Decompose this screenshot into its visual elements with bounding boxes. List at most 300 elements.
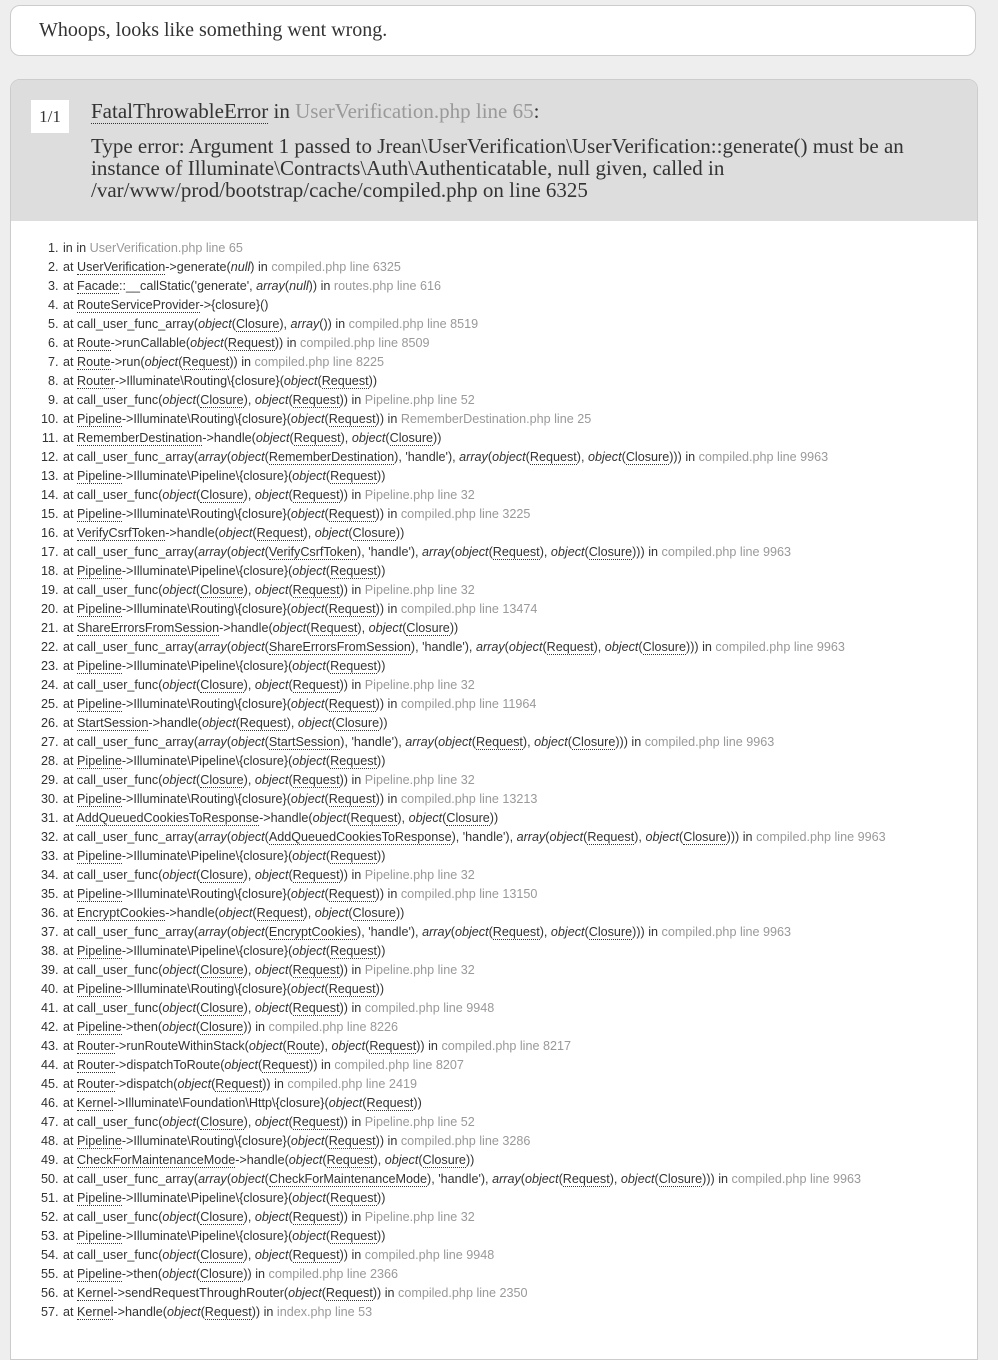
- class-abbr[interactable]: Pipeline: [77, 412, 122, 426]
- class-abbr[interactable]: Request: [330, 564, 378, 578]
- trace-item: [62, 887, 977, 902]
- trace-in-word: in: [255, 1020, 266, 1034]
- trace-item: [62, 374, 977, 389]
- class-abbr[interactable]: Pipeline: [77, 754, 122, 768]
- class-abbr[interactable]: Request: [330, 469, 378, 483]
- arg-type: object: [254, 1210, 289, 1224]
- arg-type: array: [422, 925, 451, 939]
- class-abbr[interactable]: CheckForMaintenanceMode: [77, 1153, 236, 1167]
- trace-item: [62, 1191, 977, 1206]
- trace-text: ),: [576, 450, 588, 464]
- arg-type: object: [162, 488, 197, 502]
- class-abbr[interactable]: Request: [330, 1191, 378, 1205]
- trace-text: (: [679, 830, 684, 844]
- class-abbr[interactable]: Request: [262, 1058, 310, 1072]
- class-abbr[interactable]: Router: [77, 374, 115, 388]
- arg-type: object: [331, 1039, 366, 1053]
- trace-location: UserVerification.php line 65: [89, 241, 243, 255]
- class-abbr[interactable]: Closure: [200, 868, 244, 882]
- trace-prefix: at: [63, 1058, 74, 1072]
- trace-text: call_user_func(: [77, 678, 163, 692]
- arg-type: array: [290, 317, 320, 331]
- class-abbr[interactable]: Pipeline: [77, 1020, 122, 1034]
- class-abbr[interactable]: Request: [330, 849, 378, 863]
- class-abbr[interactable]: Request: [292, 1210, 340, 1224]
- class-abbr[interactable]: Kernel: [77, 1096, 114, 1110]
- trace-prefix: at: [63, 792, 74, 806]
- trace-text: ),: [593, 640, 605, 654]
- trace-text: (: [402, 621, 407, 635]
- trace-text: (: [264, 545, 269, 559]
- trace-text: ->Illuminate\Foundation\Http\{closure}(: [113, 1096, 329, 1110]
- class-abbr[interactable]: Request: [587, 830, 635, 844]
- class-abbr[interactable]: Request: [492, 545, 540, 559]
- class-abbr[interactable]: Request: [350, 811, 398, 825]
- arg-type: object: [162, 1115, 197, 1129]
- arg-type: object: [162, 1001, 197, 1015]
- class-abbr[interactable]: RememberDestination: [77, 431, 203, 445]
- class-abbr[interactable]: Closure: [200, 1210, 244, 1224]
- trace-text: )): [377, 564, 386, 578]
- trace-text: ),: [286, 716, 298, 730]
- class-abbr[interactable]: Kernel: [77, 1286, 114, 1300]
- trace-text: (: [487, 450, 493, 464]
- trace-text: )): [339, 773, 348, 787]
- class-abbr[interactable]: Pipeline: [77, 469, 122, 483]
- trace-text: (: [252, 526, 257, 540]
- arg-type: object: [254, 773, 289, 787]
- class-abbr[interactable]: Request: [330, 1229, 378, 1243]
- class-abbr[interactable]: ShareErrorsFromSession: [268, 640, 411, 654]
- trace-location: compiled.php line 8519: [348, 317, 479, 331]
- trace-text: (: [325, 754, 331, 768]
- arg-type: object: [231, 925, 265, 939]
- arg-type: array: [492, 1172, 521, 1186]
- class-abbr[interactable]: Request: [239, 716, 287, 730]
- class-abbr[interactable]: CheckForMaintenanceMode: [268, 1172, 428, 1186]
- class-abbr[interactable]: Closure: [200, 488, 244, 502]
- class-abbr[interactable]: Closure: [352, 906, 396, 920]
- class-abbr[interactable]: Closure: [658, 1172, 703, 1186]
- class-abbr[interactable]: Closure: [200, 678, 244, 692]
- class-abbr[interactable]: Request: [562, 1172, 610, 1186]
- trace-text: ))): [702, 1172, 715, 1186]
- trace-text: (: [231, 317, 236, 331]
- class-abbr[interactable]: Closure: [199, 1267, 244, 1281]
- class-abbr[interactable]: Closure: [625, 450, 670, 464]
- class-abbr[interactable]: Request: [182, 355, 230, 369]
- trace-text: ),: [357, 621, 369, 635]
- trace-text: (: [324, 982, 329, 996]
- class-abbr[interactable]: Route: [286, 1039, 321, 1053]
- trace-location: compiled.php line 6325: [271, 260, 401, 274]
- trace-location: index.php line 53: [276, 1305, 373, 1319]
- class-abbr[interactable]: StartSession: [268, 735, 341, 749]
- class-abbr[interactable]: Kernel: [77, 1305, 114, 1319]
- class-abbr[interactable]: Closure: [642, 640, 686, 654]
- class-abbr[interactable]: Closure: [588, 545, 633, 559]
- trace-prefix: at: [63, 507, 74, 521]
- class-abbr[interactable]: Closure: [406, 621, 450, 635]
- arg-type: object: [254, 868, 289, 882]
- class-abbr[interactable]: Request: [328, 1134, 376, 1148]
- trace-text: )): [375, 602, 385, 616]
- class-abbr[interactable]: Pipeline: [77, 1267, 122, 1281]
- class-abbr[interactable]: Request: [369, 1039, 417, 1053]
- class-abbr[interactable]: Router: [77, 1039, 115, 1053]
- trace-prefix: at: [63, 1153, 74, 1167]
- trace-item: [62, 1058, 977, 1073]
- trace-item: [62, 450, 977, 465]
- class-abbr[interactable]: Request: [328, 982, 376, 996]
- class-abbr[interactable]: Request: [330, 754, 378, 768]
- trace-text: ),: [243, 1001, 255, 1015]
- trace-text: (: [324, 602, 329, 616]
- arg-type: array: [405, 735, 434, 749]
- class-abbr[interactable]: Pipeline: [77, 944, 122, 958]
- trace-in-word: in: [263, 1305, 274, 1319]
- class-abbr[interactable]: Request: [292, 1115, 340, 1129]
- arg-type: null: [289, 279, 309, 293]
- arg-type: object: [290, 697, 325, 711]
- class-abbr[interactable]: VerifyCsrfToken: [268, 545, 358, 559]
- trace-location: compiled.php line 9963: [698, 450, 829, 464]
- trace-text: ->Illuminate\Pipeline\{closure}(: [121, 659, 293, 673]
- class-abbr[interactable]: Request: [328, 697, 376, 711]
- arg-type: object: [255, 431, 290, 445]
- trace-in-word: in: [351, 393, 362, 407]
- trace-in-word: in: [76, 241, 87, 255]
- trace-prefix: at: [63, 868, 74, 882]
- trace-text: )): [339, 393, 348, 407]
- class-abbr[interactable]: Request: [215, 1077, 263, 1091]
- class-abbr[interactable]: Request: [326, 1153, 374, 1167]
- trace-location: RememberDestination.php line 25: [400, 412, 592, 426]
- trace-text: call_user_func(: [77, 773, 163, 787]
- trace-text: )): [375, 1134, 385, 1148]
- trace-text: ->Illuminate\Routing\{closure}(: [114, 374, 284, 388]
- class-abbr[interactable]: ShareErrorsFromSession: [77, 621, 220, 635]
- trace-in-word: in: [351, 1248, 362, 1262]
- class-abbr[interactable]: Pipeline: [77, 887, 122, 901]
- trace-text: (: [288, 1115, 293, 1129]
- trace-text: (: [196, 773, 201, 787]
- class-abbr[interactable]: Closure: [422, 1153, 466, 1167]
- class-abbr[interactable]: Closure: [389, 431, 434, 445]
- trace-text: )): [251, 1305, 261, 1319]
- trace-item: [62, 583, 977, 598]
- class-abbr[interactable]: Router: [77, 1077, 115, 1091]
- class-abbr[interactable]: Pipeline: [77, 697, 122, 711]
- trace-in-word: in: [387, 412, 398, 426]
- trace-text: ->{closure}(): [199, 298, 269, 312]
- class-abbr[interactable]: VerifyCsrfToken: [77, 526, 166, 540]
- trace-prefix: at: [63, 621, 74, 635]
- class-abbr[interactable]: Closure: [200, 963, 244, 977]
- arg-type: object: [454, 925, 489, 939]
- class-abbr[interactable]: Pipeline: [77, 849, 122, 863]
- trace-item: [62, 488, 977, 503]
- trace-item: [62, 830, 977, 845]
- class-abbr[interactable]: Pipeline: [77, 507, 122, 521]
- class-abbr[interactable]: Request: [328, 792, 376, 806]
- trace-item: [62, 602, 977, 617]
- trace-text: (: [365, 1039, 370, 1053]
- arg-type: object: [492, 450, 526, 464]
- arg-type: object: [231, 735, 265, 749]
- class-abbr[interactable]: Pipeline: [77, 1134, 122, 1148]
- trace-location: compiled.php line 8217: [441, 1039, 571, 1053]
- trace-text: (: [196, 393, 201, 407]
- class-abbr[interactable]: Request: [204, 1305, 252, 1319]
- class-abbr[interactable]: Pipeline: [77, 602, 122, 616]
- trace-text: call_user_func(: [77, 1248, 163, 1262]
- class-abbr[interactable]: Closure: [235, 317, 280, 331]
- trace-text: (: [196, 1001, 201, 1015]
- class-abbr[interactable]: Closure: [200, 1115, 244, 1129]
- class-abbr[interactable]: Request: [292, 393, 340, 407]
- trace-location: compiled.php line 9963: [661, 925, 792, 939]
- trace-prefix: at: [63, 1115, 74, 1129]
- trace-text: ->Illuminate\Pipeline\{closure}(: [121, 754, 293, 768]
- arg-type: array: [516, 830, 546, 844]
- class-abbr[interactable]: Pipeline: [77, 564, 122, 578]
- trace-text: (: [252, 906, 257, 920]
- class-abbr[interactable]: Request: [310, 621, 358, 635]
- trace-text: (: [324, 792, 329, 806]
- trace-location: Pipeline.php line 32: [364, 678, 475, 692]
- trace-text: ),: [243, 678, 255, 692]
- class-abbr[interactable]: Closure: [200, 773, 244, 787]
- arg-type: object: [290, 982, 325, 996]
- trace-text: call_user_func_array(: [77, 545, 199, 559]
- class-abbr[interactable]: Pipeline: [77, 1229, 122, 1243]
- class-abbr[interactable]: Request: [292, 1248, 340, 1262]
- arg-type: object: [162, 868, 197, 882]
- trace-in-word: in: [742, 830, 753, 844]
- class-abbr[interactable]: Request: [529, 450, 577, 464]
- class-abbr[interactable]: Request: [227, 336, 275, 350]
- class-abbr[interactable]: Pipeline: [77, 659, 122, 673]
- class-abbr[interactable]: Route: [77, 336, 111, 350]
- class-abbr[interactable]: Closure: [200, 1248, 244, 1262]
- arg-type: object: [288, 1286, 322, 1300]
- arg-type: object: [384, 1153, 419, 1167]
- trace-text: call_user_func_array(: [77, 830, 199, 844]
- class-abbr[interactable]: Request: [328, 887, 376, 901]
- class-abbr[interactable]: Request: [330, 944, 378, 958]
- trace-in-word: in: [387, 1134, 398, 1148]
- class-abbr[interactable]: EncryptCookies: [77, 906, 166, 920]
- trace-location: compiled.php line 2350: [398, 1286, 528, 1300]
- class-abbr[interactable]: RememberDestination: [268, 450, 395, 464]
- class-abbr[interactable]: Request: [292, 488, 340, 502]
- class-abbr[interactable]: AddQueuedCookiesToResponse: [76, 811, 260, 825]
- class-abbr[interactable]: Request: [366, 1096, 414, 1110]
- class-abbr[interactable]: Request: [292, 678, 340, 692]
- trace-item: [62, 393, 977, 408]
- arg-type: object: [292, 944, 326, 958]
- class-abbr[interactable]: Request: [475, 735, 523, 749]
- trace-location: compiled.php line 9963: [756, 830, 886, 844]
- trace-text: (: [288, 678, 293, 692]
- trace-location: compiled.php line 8225: [254, 355, 385, 369]
- exception-message: Type error: Argument 1 passed to Jrean\UserVerification\UserVerification::generate() must be an instance of Illuminate\Contracts\Auth\Authenticatable, null given, called in /var/www/prod/bootstrap/cache/compiled.php on line 6325: [91, 134, 904, 202]
- trace-text: ),: [243, 583, 255, 597]
- trace-item: [62, 1115, 977, 1130]
- trace-text: )): [372, 1286, 382, 1300]
- trace-text: (: [306, 621, 311, 635]
- class-abbr[interactable]: Request: [321, 374, 369, 388]
- arg-type: object: [604, 640, 639, 654]
- class-abbr[interactable]: RouteServiceProvider: [77, 298, 200, 312]
- trace-prefix: in: [63, 241, 73, 255]
- trace-text: (: [583, 830, 588, 844]
- trace-text: (: [196, 678, 201, 692]
- trace-prefix: at: [63, 849, 74, 863]
- trace-in-word: in: [648, 925, 659, 939]
- trace-text: ),: [243, 773, 255, 787]
- class-abbr[interactable]: Request: [292, 1001, 340, 1015]
- trace-text: (: [348, 526, 353, 540]
- arg-type: object: [162, 1210, 197, 1224]
- class-abbr[interactable]: Pipeline: [77, 1191, 122, 1205]
- trace-location: compiled.php line 9948: [364, 1001, 495, 1015]
- trace-text: ))): [669, 450, 682, 464]
- trace-text: (: [322, 1153, 327, 1167]
- trace-text: ), 'handle'),: [340, 735, 406, 749]
- class-abbr[interactable]: Request: [292, 963, 340, 977]
- class-abbr[interactable]: Facade: [77, 279, 120, 293]
- arg-type: array: [459, 450, 488, 464]
- class-abbr[interactable]: Closure: [200, 393, 244, 407]
- class-abbr[interactable]: AddQueuedCookiesToResponse: [268, 830, 452, 844]
- trace-text: (: [362, 1096, 367, 1110]
- trace-text: ->handle(: [165, 906, 219, 920]
- class-abbr[interactable]: Closure: [199, 1020, 244, 1034]
- class-abbr[interactable]: Pipeline: [77, 792, 122, 806]
- trace-text: (: [196, 1115, 201, 1129]
- class-abbr[interactable]: Closure: [446, 811, 490, 825]
- error-header-box: [10, 5, 976, 56]
- trace-text: (: [288, 773, 293, 787]
- trace-text: (: [325, 1229, 331, 1243]
- arg-type: object: [314, 906, 349, 920]
- trace-text: ), 'handle'),: [357, 545, 423, 559]
- class-abbr[interactable]: Request: [292, 583, 340, 597]
- trace-text: (: [325, 944, 331, 958]
- trace-location: Pipeline.php line 32: [364, 488, 475, 502]
- class-abbr[interactable]: Request: [256, 906, 304, 920]
- class-abbr[interactable]: Request: [330, 659, 378, 673]
- class-abbr[interactable]: Closure: [683, 830, 727, 844]
- class-abbr[interactable]: Request: [256, 526, 304, 540]
- class-abbr[interactable]: StartSession: [77, 716, 149, 730]
- class-abbr[interactable]: Closure: [200, 1001, 244, 1015]
- class-abbr[interactable]: Closure: [200, 583, 244, 597]
- trace-in-word: in: [351, 773, 362, 787]
- trace-text: ): [250, 260, 255, 274]
- trace-text: (: [288, 1210, 293, 1224]
- arg-type: object: [283, 374, 318, 388]
- arg-type: object: [292, 1191, 326, 1205]
- trace-text: (: [542, 640, 547, 654]
- class-abbr[interactable]: Request: [293, 431, 341, 445]
- trace-prefix: at: [63, 1229, 74, 1243]
- trace-item: [62, 336, 977, 351]
- arg-type: object: [231, 450, 265, 464]
- trace-item: [62, 526, 977, 541]
- class-abbr[interactable]: Request: [492, 925, 540, 939]
- trace-prefix: at: [63, 697, 74, 711]
- trace-location: Pipeline.php line 32: [364, 963, 475, 977]
- trace-location: compiled.php line 9963: [715, 640, 845, 654]
- trace-text: (: [504, 640, 509, 654]
- trace-text: call_user_func(: [77, 488, 163, 502]
- trace-in-word: in: [351, 1115, 362, 1129]
- trace-text: (: [196, 1210, 201, 1224]
- class-abbr[interactable]: UserVerification: [77, 260, 166, 274]
- class-abbr[interactable]: Request: [328, 507, 376, 521]
- class-abbr[interactable]: Request: [546, 640, 594, 654]
- trace-text: ->Illuminate\Routing\{closure}(: [121, 982, 291, 996]
- trace-in-word: in: [351, 963, 362, 977]
- trace-item: [62, 1248, 977, 1263]
- class-abbr[interactable]: Closure: [571, 735, 616, 749]
- class-abbr[interactable]: Request: [292, 868, 340, 882]
- trace-text: (: [324, 887, 329, 901]
- trace-text: (: [226, 1172, 232, 1186]
- class-abbr[interactable]: Closure: [335, 716, 380, 730]
- class-abbr[interactable]: Request: [328, 602, 376, 616]
- trace-text: )): [309, 1058, 318, 1072]
- trace-text: )): [339, 678, 348, 692]
- trace-item: [62, 1229, 977, 1244]
- class-abbr[interactable]: Router: [77, 1058, 115, 1072]
- trace-text: ->runCallable(: [110, 336, 191, 350]
- trace-text: (: [235, 716, 240, 730]
- trace-text: ),: [373, 1153, 385, 1167]
- class-abbr[interactable]: Pipeline: [77, 982, 122, 996]
- trace-item: [62, 963, 977, 978]
- trace-prefix: at: [63, 526, 74, 540]
- trace-in-word: in: [320, 279, 331, 293]
- trace-text: (: [325, 659, 331, 673]
- arg-type: object: [508, 640, 543, 654]
- class-abbr[interactable]: EncryptCookies: [268, 925, 358, 939]
- class-abbr[interactable]: Request: [292, 773, 340, 787]
- arg-type: object: [231, 830, 265, 844]
- trace-item: [62, 1001, 977, 1016]
- trace-text: (: [385, 431, 390, 445]
- trace-item: [62, 792, 977, 807]
- class-abbr[interactable]: Request: [325, 1286, 373, 1300]
- class-abbr[interactable]: Closure: [352, 526, 396, 540]
- trace-item: [62, 1134, 977, 1149]
- trace-text: ->sendRequestThroughRouter(: [113, 1286, 289, 1300]
- trace-text: ->handle(: [165, 526, 219, 540]
- trace-text: )): [377, 1229, 386, 1243]
- trace-text: ),: [340, 431, 352, 445]
- trace-prefix: at: [63, 1191, 74, 1205]
- trace-text: (: [488, 925, 493, 939]
- class-abbr[interactable]: Request: [328, 412, 376, 426]
- class-abbr[interactable]: Closure: [588, 925, 633, 939]
- trace-item: [62, 412, 977, 427]
- arg-type: object: [290, 1134, 325, 1148]
- class-abbr[interactable]: Route: [77, 355, 111, 369]
- trace-text: (: [331, 716, 336, 730]
